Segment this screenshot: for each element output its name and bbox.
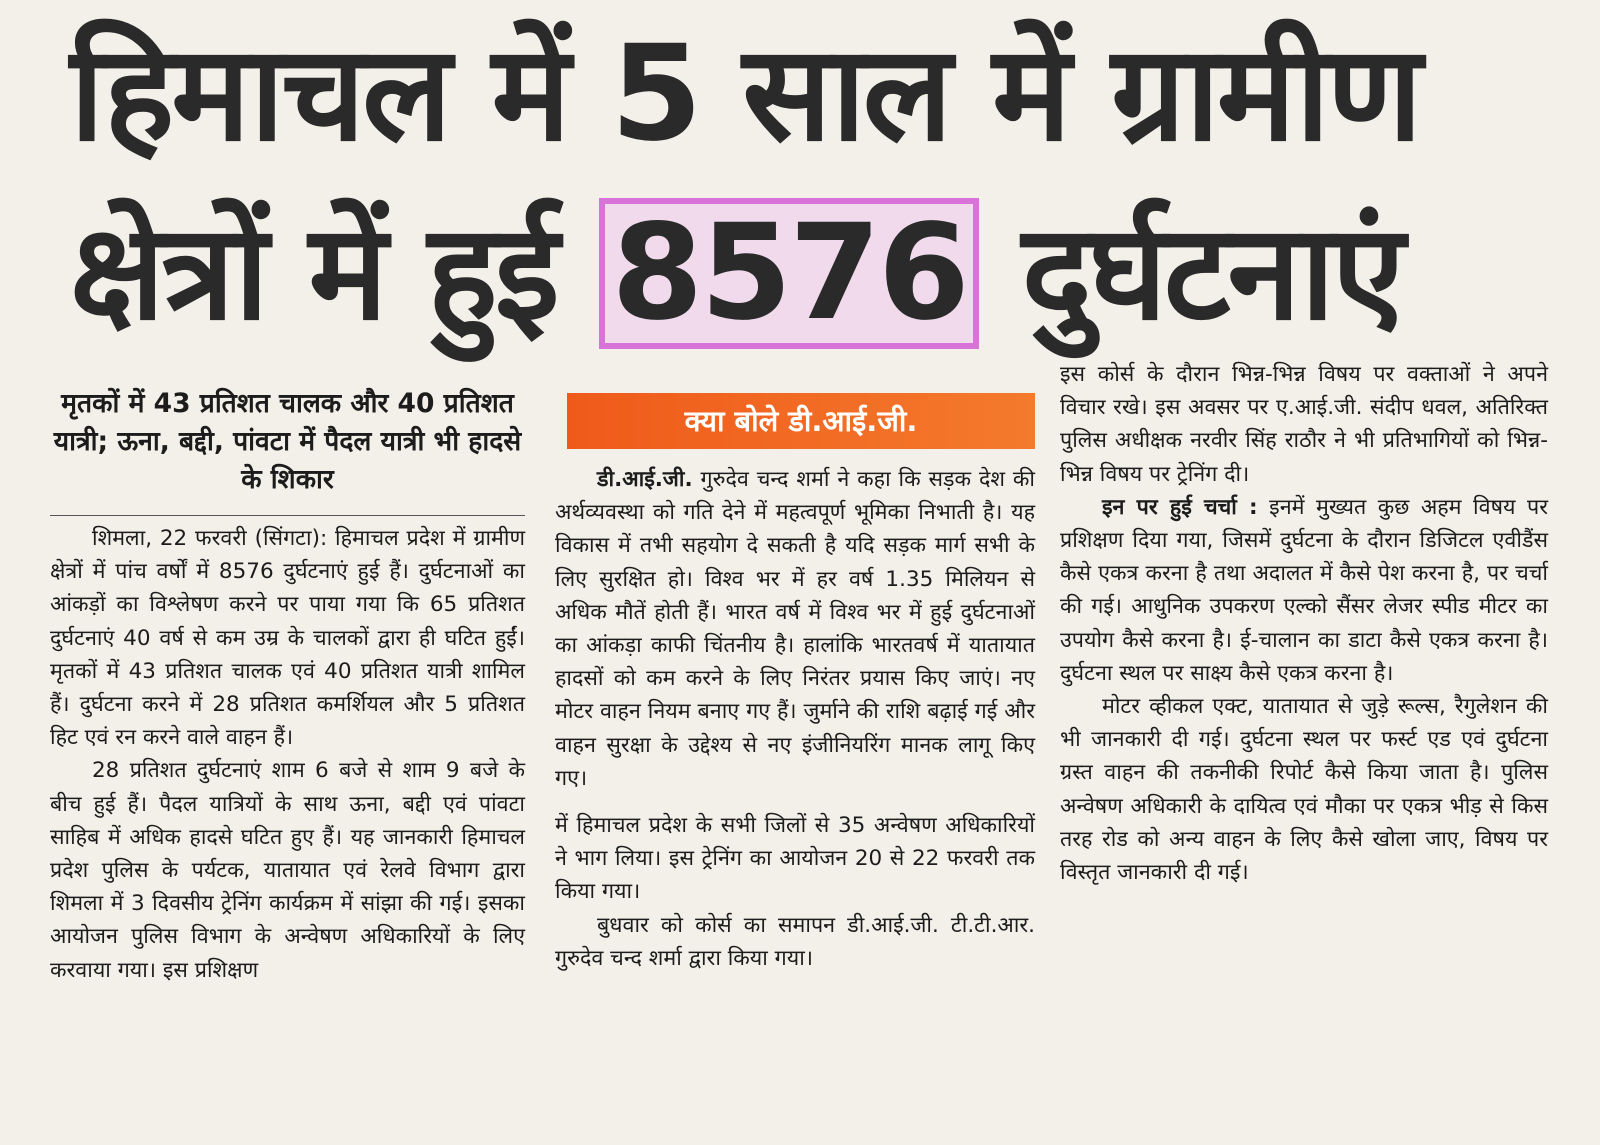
paragraph-lead-in: डी.आई.जी. (597, 467, 693, 492)
article-column-1 (50, 385, 525, 987)
column-3-paragraph-3: मोटर व्हीकल एक्ट, यातायात से जुड़े रूल्स, रैगुलेशन की भी जानकारी दी गई। दुर्घटना स्थल पर फर्स्ट एड एवं दुर्घटना ग्रस्त वाहन की तकनीकी रिपोर्ट कैसे किया जाता है। पुलिस अन्वेषण अधिकारी के दायित्व एवं मौका पर एकत्र भीड़ से किस तरह रोड को अन्य वाहन के लिए कैसे खोला जाए, विषय पर विस्तृत जानकारी दी गई। (1060, 694, 1548, 886)
column-2-paragraph-3: बुधवार को कोर्स का समापन डी.आई.जी. टी.टी.आर. गुरुदेव चन्द शर्मा द्वारा किया गया। (555, 912, 1035, 971)
highlighted-number-box (599, 198, 978, 349)
paragraph-lead-in-discussion: इन पर हुई चर्चा : (1102, 494, 1258, 520)
column-3-paragraph-1: इस कोर्स के दौरान भिन्न-भिन्न विषय पर वक्ताओं ने अपने विचार रखे। इस अवसर पर ए.आई.जी. संदीप धवल, अतिरिक्त पुलिस अधीक्षक नरवीर सिंह राठौर ने भी प्रतिभागियों को भिन्न-भिन्न विषय पर ट्रेनिंग दी। (1060, 362, 1548, 487)
article-column-3 (1060, 358, 1548, 889)
column-3-paragraph-2-body: इनमें मुख्यत कुछ अहम विषय पर प्रशिक्षण दिया गया, जिसमें दुर्घटना के दौरान डिजिटल एवीडैंस कैसे एकत्र करना है तथा अदालत में कैसे पेश करना है, पर चर्चा की गई। आधुनिक उपकरण एल्को सैंसर लेजर स्पीड मीटर का उपयोग कैसे करना है। ई-चालान का डाटा कैसे एकत्र करना है। दुर्घटना स्थल पर साक्ष्य कैसे एकत्र करना है। (1060, 494, 1548, 686)
column-2-paragraph-1-body: गुरुदेव चन्द शर्मा ने कहा कि सड़क देश की अर्थव्यवस्था को गति देने में महत्वपूर्ण भूमिका निभाती है। यह विकास में तभी सहयोग दे सकती है यदि सड़क मार्ग सभी के लिए सुरक्षित हो। विश्व भर में हर वर्ष 1.35 मिलियन से अधिक मौतें होती हैं। भारत वर्ष में विश्व भर में हुई दुर्घटनाओं का आंकड़ा काफी चिंतनीय है। हालांकि भारतवर्ष में यातायात हादसों को कम करने के लिए निरंतर प्रयास किए जाएं। नए मोटर वाहन नियम बनाए गए हैं। जुर्माने की राशि बढ़ाई गई और वाहन सुरक्षा के उद्देश्य से नए इंजीनियरिंग मानक लागू किए गए। (555, 467, 1035, 791)
column-1-paragraph-1: शिमला, 22 फरवरी (सिंगटा): हिमाचल प्रदेश में ग्रामीण क्षेत्रों में पांच वर्षों में 8576 दुर्घटनाएं हुई हैं। दुर्घटनाओं का आंकड़ों का विश्लेषण करने पर पाया गया कि 65 प्रतिशत दुर्घटनाएं 40 वर्ष से कम उम्र के चालकों द्वारा ही घटित हुईं। मृतकों में 43 प्रतिशत चालक एवं 40 प्रतिशत यात्री शामिल हैं। दुर्घटना करने में 28 प्रतिशत कमर्शियल और 5 प्रतिशत हिट एवं रन करने वाले वाहन हैं। (50, 526, 525, 751)
headline-line-1-text: हिमाचल में 5 साल में ग्रामीण (70, 17, 1420, 171)
section-banner: क्या बोले डी.आई.जी. (567, 393, 1035, 449)
headline-line-2 (70, 198, 1530, 349)
headline-line-2-prefix: क्षेत्रों में हुई (70, 196, 557, 350)
headline-accident-count: 8576 (611, 196, 967, 350)
sub-headline: मृतकों में 43 प्रतिशत चालक और 40 प्रतिशत यात्री; ऊना, बद्दी, पांवटा में पैदल यात्री भी हादसे के शिकार (53, 388, 522, 495)
column-1-paragraph-2: 28 प्रतिशत दुर्घटनाएं शाम 6 बजे से शाम 9 बजे के बीच हुई हैं। पैदल यात्रियों के साथ ऊना, बद्दी एवं पांवटा साहिब में अधिक हादसे घटित हुए हैं। यह जानकारी हिमाचल प्रदेश पुलिस के पर्यटक, यातायात एवं रेलवे विभाग द्वारा शिमला में 3 दिवसीय ट्रेनिंग कार्यक्रम में सांझा की गई। इसका आयोजन पुलिस विभाग के अन्वेषण अधिकारियों के लिए करवाया गया। इस प्रशिक्षण (50, 758, 525, 983)
article-column-2 (555, 385, 1035, 975)
column-3-paragraph-2 (1060, 491, 1548, 690)
column-gap (555, 795, 1035, 809)
divider-line (50, 515, 525, 516)
headline-line-1 (70, 17, 1530, 171)
headline-line-2-suffix: दुर्घटनाएं (1021, 196, 1402, 350)
column-2-paragraph-2: में हिमाचल प्रदेश के सभी जिलों से 35 अन्वेषण अधिकारियों ने भाग लिया। इस ट्रेनिंग का आयोजन 20 से 22 फरवरी तक किया गया। (555, 813, 1035, 905)
column-2-paragraph-1 (555, 463, 1035, 795)
